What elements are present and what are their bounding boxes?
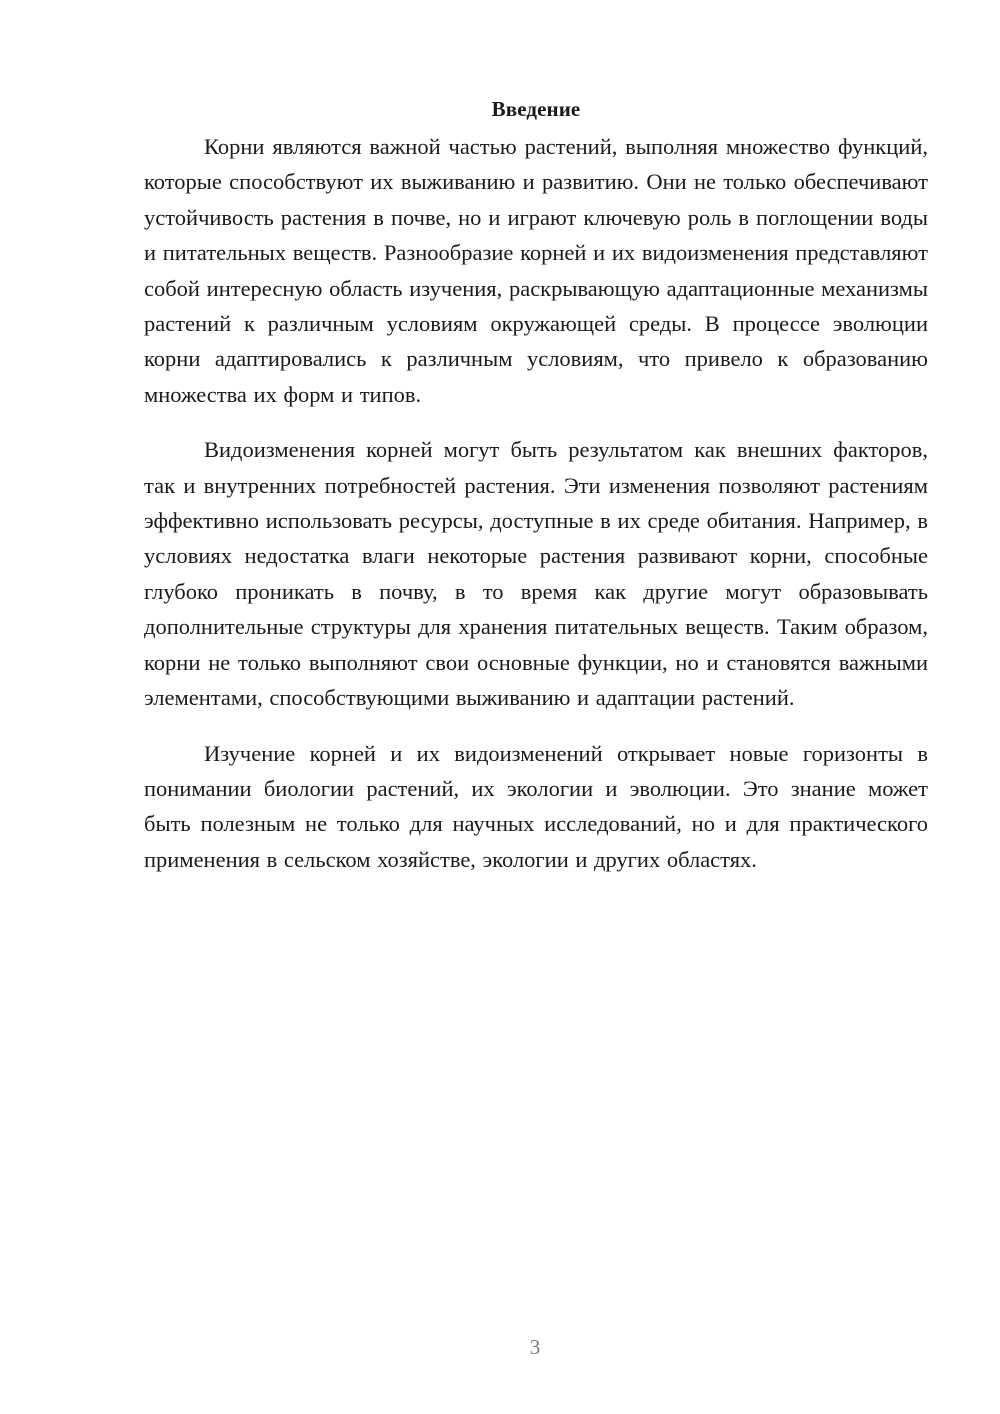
page-content (144, 94, 928, 877)
page-number: 3 (529, 1335, 541, 1359)
paragraph-2: Видоизменения корней могут быть результатом как внешних факторов, так и внутренних потребностей растения. Эти изменения позволяют растениям эффективно использовать ресурсы, доступные в их среде обитания. Например, в условиях недостатка влаги некоторые растения развивают корни, способные глубоко проникать в почву, в то время как другие могут образовывать дополнительные структуры для хранения питательных веществ. Таким образом, корни не только выполняют свои основные функции, но и становятся важными элементами, способствующими выживанию и адаптации растений. (144, 437, 928, 711)
section-heading: Введение (491, 97, 581, 121)
paragraph-3: Изучение корней и их видоизменений открывает новые горизонты в понимании биологии растений, их экологии и эволюции. Это знание может быть полезным не только для научных исследований, но и для практического применения в сельском хозяйстве, экологии и других областях. (144, 740, 928, 872)
paragraph-1: Корни являются важной частью растений, выполняя множество функций, которые способствуют их выживанию и развитию. Они не только обеспечивают устойчивость растения в почве, но и играют ключевую роль в поглощении воды и питательных веществ. Разнообразие корней и их видоизменения представляют собой интересную область изучения, раскрывающую адаптационные механизмы растений к различным условиям окружающей среды. В процессе эволюции корни адаптировались к различным условиям, что привело к образованию множества их форм и типов. (144, 134, 928, 407)
